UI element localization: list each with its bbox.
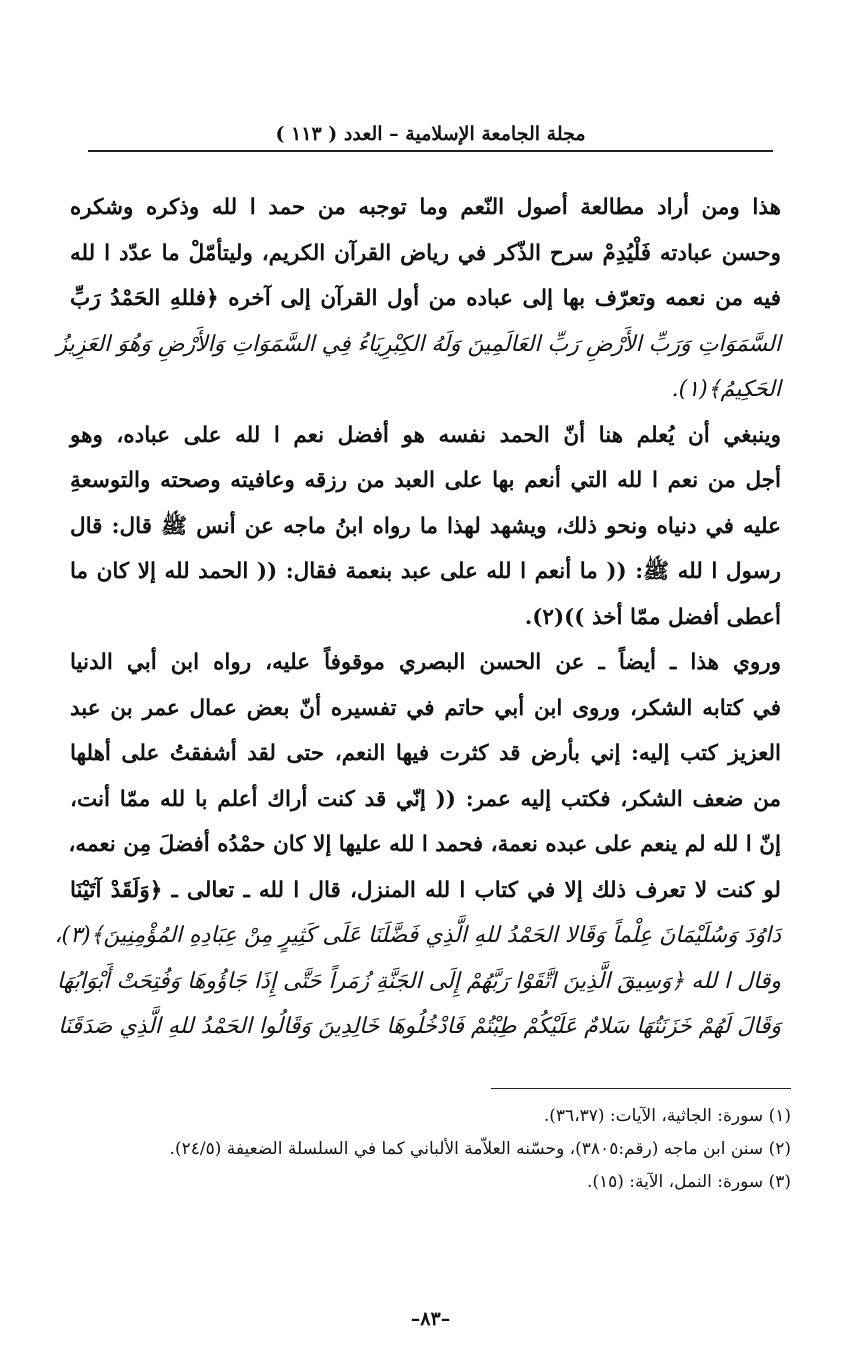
page-header: مجلة الجامعة الإسلامية – العدد ( ١١٣ ) [275,123,586,145]
footnote-1: (١) سورة: الجاثية، الآيات: (٣٦،٣٧). [543,1106,791,1126]
text-line: من ضعف الشكر، فكتب إليه عمر: (( إنّي قد كنت أراك أعلم با لله ممّا أنت، [70,786,781,812]
text-line: وحسن عبادته فَلْيُدِمْ سرح الذّكر في رياض القرآن الكريم، وليتأمّلْ ما عدّد ا لله [70,240,781,266]
footnote-divider [491,1088,791,1089]
quran-verse-line: السَّمَوَاتِ وَرَبِّ الأَرْضِ رَبِّ العَالَمِينَ وَلَهُ الكِبْرِيَاءُ فِي السَّمَوَاتِ وَالأَرْضِ وَهُوَ العَزِيزُ [56,331,781,357]
paragraph-1 [56,185,781,413]
footnote-2: (٢) سنن ابن ماجه (رقم:٣٨٠٥)، وحسّنه العلاّمة الألباني كما في السلسلة الضعيفة (٢٤/٥). [169,1139,791,1159]
text-line: فيه من نعمه وتعرّف بها إلى عباده من أول القرآن إلى آخره ﴿فللهِ الحَمْدُ رَبِّ [70,286,781,311]
quran-verse-line: وقال ا لله ﴿وَسِيقَ الَّذِينَ اتَّقَوْا رَبَّهُمْ إِلَى الجَنَّةِ زُمَراً حَتَّى إِذَا جَاؤُوهَا وَفُتِحَتْ أَبْوَابُهَا [56,968,781,994]
text-line: أعطى أفضل ممّا أخذ ))(٢). [524,604,781,630]
footnote-3: (٣) سورة: النمل، الآية: (١٥). [586,1172,791,1192]
quran-verse-line: وَقَالَ لَهُمْ خَزَنَتُهَا سَلامٌ عَلَيْكُمْ طِبْتُمْ فَادْخُلُوهَا خَالِدِينَ وَقَالُوا الحَمْدُ للهِ الَّذِي صَدَقَنَا [58,1014,781,1039]
text-line: لو كنت لا تعرف ذلك إلا في كتاب ا لله المنزل، قال ا لله ـ تعالى ـ ﴿وَلَقَدْ آتَيْنَا [70,877,781,903]
paragraph-3 [54,640,781,1050]
text-line: هذا ومن أراد مطالعة أصول النّعم وما توجبه من حمد ا لله وذكره وشكره [70,195,781,220]
page-number: –٨٣– [410,1308,451,1330]
header-divider [88,150,773,152]
text-line: عليه في دنياه ونحو ذلك، ويشهد لهذا ما رواه ابنُ ماجه عن أنس ﷺ قال: قال [70,513,781,539]
footnotes [70,1100,791,1199]
text-line: العزيز كتب إليه: إني بأرض قد كثرت فيها النعم، حتى لقد أشفقتُ على أهلها [70,741,781,766]
text-line: وينبغي أن يُعلم هنا أنّ الحمد نفسه هو أفضل نعم ا لله على عباده، وهو [70,422,781,448]
body-text [54,185,781,1050]
text-line: وروي هذا ـ أيضاً ـ عن الحسن البصري موقوفاً عليه، رواه ابن أبي الدنيا [70,650,781,675]
paragraph-2 [70,413,781,641]
quran-verse-line: دَاوُدَ وَسُلَيْمَانَ عِلْماً وَقَالا الحَمْدُ للهِ الَّذِي فَضَّلَنَا عَلَى كَثِيرٍ مِنْ عِبَادِهِ المُؤْمِنِينَ﴾(٣)، [54,923,781,948]
quran-verse-line: الحَكِيمُ﴾(١). [671,377,781,402]
text-line: أجل من نعم ا لله التي أنعم بها على العبد من رزقه وعافيته وصحته والتوسعةِ [70,468,781,493]
text-line: رسول ا لله ﷺ: (( ما أنعم ا لله على عبد بنعمة فقال: (( الحمد لله إلا كان ما [70,559,781,584]
text-line: في كتابه الشكر، وروى ابن أبي حاتم في تفسيره أنّ بعض عمال عمر بن عبد [70,695,781,721]
text-line: إنّ ا لله لم ينعم على عبده نعمة، فحمد ا لله عليها إلا كان حمْدُه أفضلَ مِن نعمه، [68,832,781,857]
